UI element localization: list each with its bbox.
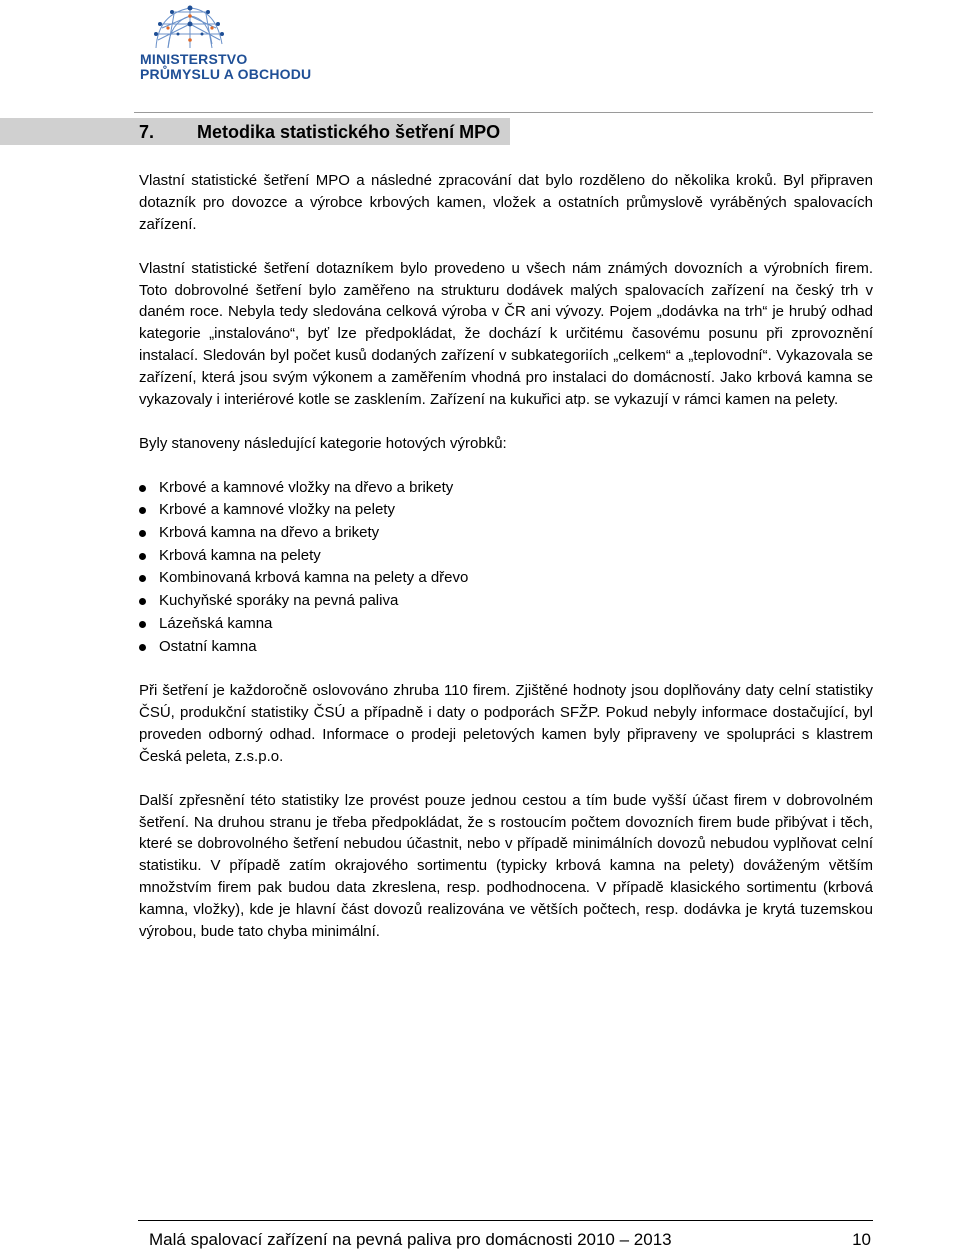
- logo-line-1: MINISTERSTVO: [140, 51, 248, 67]
- paragraph: Další zpřesnění této statistiky lze provést pouze jednou cestou a tím bude vyšší účast firem v dobrovolném šetření. Na druhou stranu je třeba předpokládat, že s rostoucím počtem dovozních firem bude přibývat i těch, které se dobrovolného šetření nebudou účastnit, nebo v případě minimálních dovozů nebudou vyplňovat celní statistiku. V případě zatím okrajového sortimentu (typicky krbová kamna na pelety) dováženým větším množstvím firem pak budou data zkreslena, resp. podhodnocena. V případě klasického sortimentu (krbová kamna, vložky), kde je hlavní část dovozů realizována ve větších počtech, resp. dodávka je krytá tuzemskou výrobou, bude tato chyba minimální.: [139, 791, 873, 941]
- paragraph: Vlastní statistické šetření MPO a následné zpracování dat bylo rozděleno do několika kroků. Byl připraven dotazník pro dovozce a výrobce krbových kamen, vložek a ostatních průmyslově vyráběných spalovacích zařízení.: [139, 172, 873, 233]
- footer-rule: [138, 1220, 873, 1221]
- category-list: [139, 477, 873, 659]
- header-rule: [134, 112, 873, 113]
- list-item: Krbová kamna na pelety: [139, 545, 873, 568]
- list-item: Kombinovaná krbová kamna na pelety a dřevo: [139, 567, 873, 590]
- list-item: Lázeňská kamna: [139, 613, 873, 636]
- list-item: Krbové a kamnové vložky na dřevo a brikety: [139, 477, 873, 500]
- logo-line-2: PRŮMYSLU A OBCHODU: [140, 66, 312, 82]
- globe-network-icon: [138, 4, 228, 50]
- paragraph: Při šetření je každoročně oslovováno zhruba 110 firem. Zjištěné hodnoty jsou doplňovány daty celní statistiky ČSÚ, produkční statistiky ČSÚ a případně i daty o podporách SFŽP. Pokud nebyly informace dostačující, byl proveden odborný odhad. Informace o prodeji peletových kamen byly připraveny ve spolupráci s klastrem Česká peleta, z.s.p.o.: [139, 682, 873, 765]
- footer-title: Malá spalovací zařízení na pevná paliva pro domácnosti 2010 – 2013: [149, 1230, 672, 1249]
- list-item: Kuchyňské sporáky na pevná paliva: [139, 590, 873, 613]
- list-item: Ostatní kamna: [139, 636, 873, 659]
- paragraph: Byly stanoveny následující kategorie hotových výrobků:: [139, 434, 507, 452]
- logo-wordmark: [140, 52, 311, 82]
- page-number: 10: [852, 1230, 871, 1249]
- section-number: 7.: [139, 122, 155, 142]
- paragraph: Vlastní statistické šetření dotazníkem bylo provedeno u všech nám známých dovozních a výrobních firem. Toto dobrovolné šetření bylo zaměřeno na strukturu dodávek malých spalovacích zařízení na český trh v daném roce. Nebyla tedy sledována celková výroba v ČR ani vývozy. Pojem „dodávka na trh“ je hrubý odhad kategorie „instalováno“, byť lze předpokládat, že dochází k určitému časovému posunu při zprovoznění instalací. Sledován byl počet kusů dodaných zařízení v subkategoriích „celkem“ a „teplovodní“. Vykazovala se zařízení, která jsou svým výkonem a zaměřením vhodná pro instalaci do domácností. Jako krbová kamna se vykazovaly i interiérové kotle se zasklením. Zařízení na kukuřici atp. se vykazují v rámci kamen na pelety.: [139, 259, 873, 409]
- list-item: Krbové a kamnové vložky na pelety: [139, 499, 873, 522]
- list-item: Krbová kamna na dřevo a brikety: [139, 522, 873, 545]
- document-body: [139, 170, 873, 965]
- ministry-logo: [138, 4, 318, 84]
- section-title: Metodika statistického šetření MPO: [197, 122, 501, 142]
- section-heading: [139, 120, 500, 144]
